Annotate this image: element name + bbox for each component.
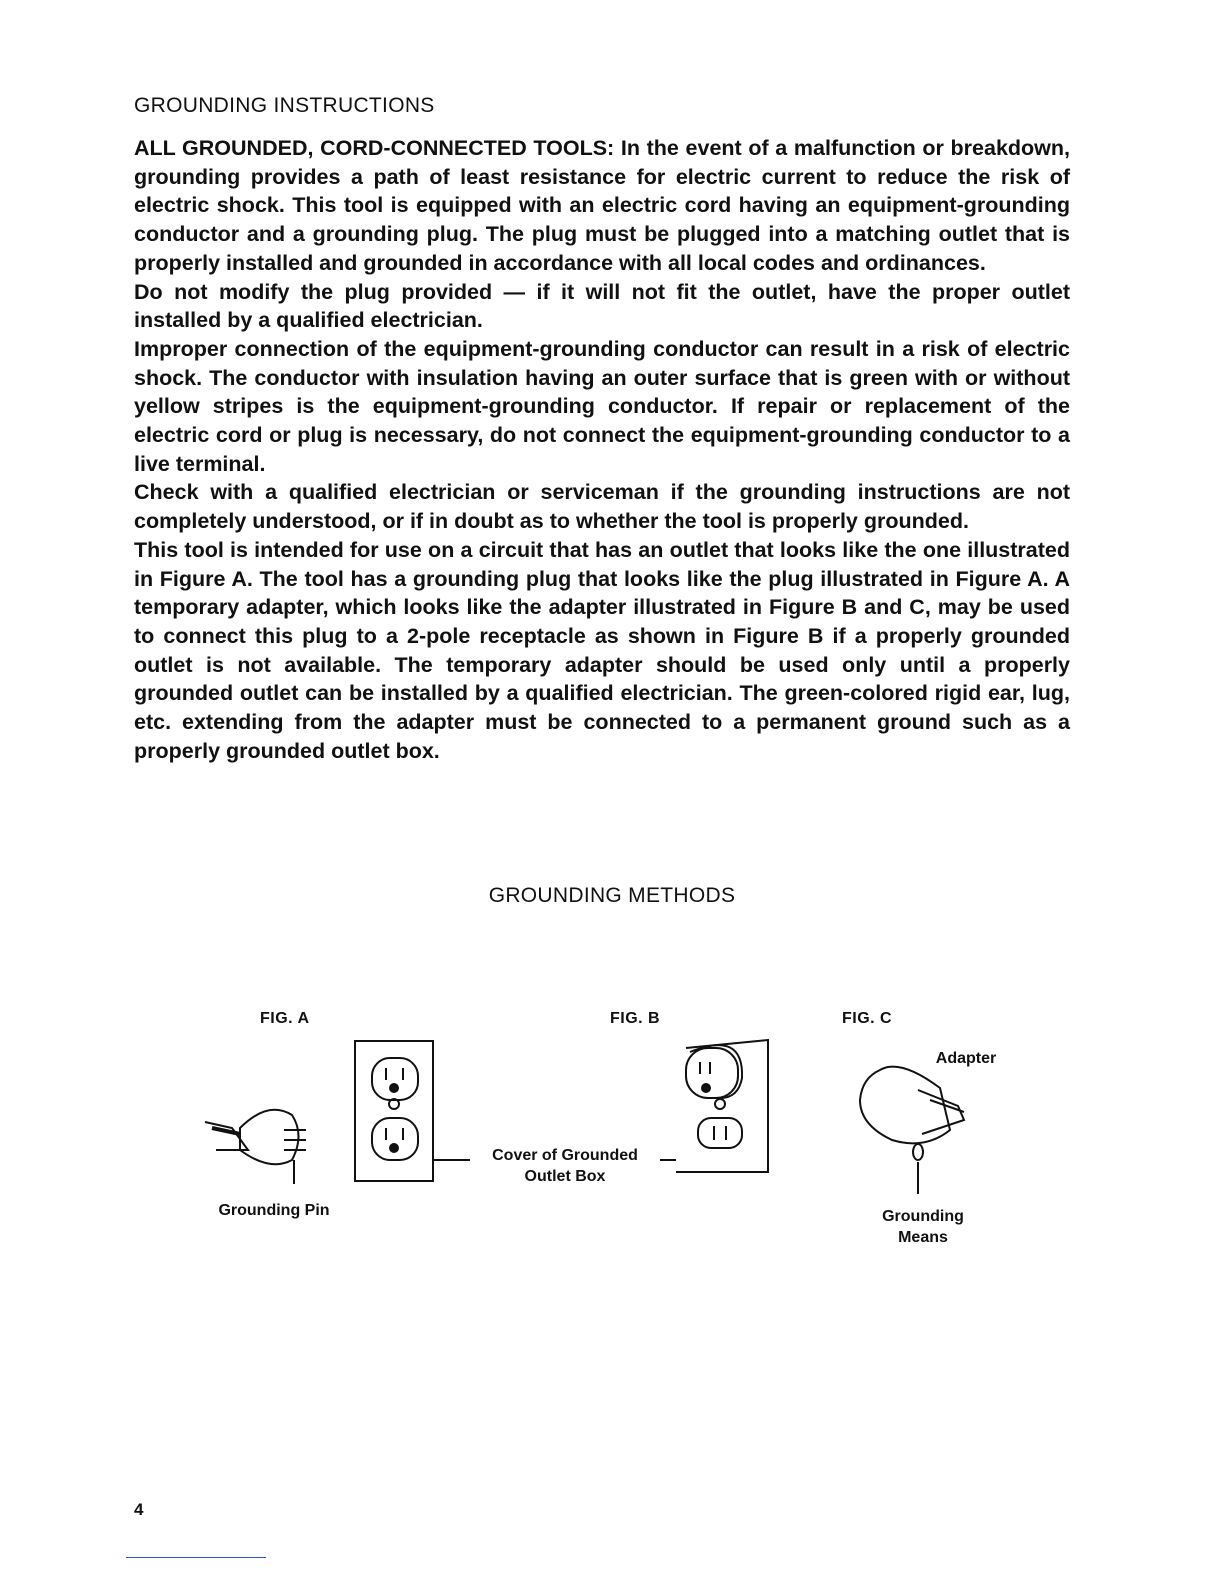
grounding-means-line2: Means xyxy=(898,1229,948,1246)
grounding-methods-title: GROUNDING METHODS xyxy=(488,884,736,907)
paragraph-improper-connection: Improper connection of the equipment-grounding conductor can result in a risk of electric shock. The conductor with insulation having an outer surface that is green with or without yellow stripes is the equipment-grounding conductor. If repair or replacement of the electric cord or plug is necessary, do not connect the equipment-grounding conductor to a live terminal. xyxy=(134,336,1070,476)
footer-rule xyxy=(126,1557,266,1558)
fig-a-label: FIG. A xyxy=(260,1010,310,1027)
grounded-outlet-illustration xyxy=(355,1041,470,1181)
paragraph-check-electrician: Check with a qualified electrician or serviceman if the grounding instructions are not completely understood, or if in doubt as to whether the tool is properly grounded. xyxy=(134,480,1070,534)
adapter-caption: Adapter xyxy=(935,1050,997,1067)
fig-c-label: FIG. C xyxy=(842,1010,893,1027)
outlet-box-caption xyxy=(470,1145,660,1187)
page-heading: GROUNDING INSTRUCTIONS xyxy=(134,94,435,117)
page-number: 4 xyxy=(134,1500,144,1519)
outlet-box-caption-line1: Cover of Grounded xyxy=(492,1147,638,1164)
grounding-means-line1: Grounding xyxy=(882,1208,964,1225)
grounding-plug-illustration xyxy=(205,1110,306,1184)
outlet-box-caption-line2: Outlet Box xyxy=(524,1168,606,1185)
adapter-illustration xyxy=(860,1067,964,1194)
fig-b-label: FIG. B xyxy=(610,1010,661,1027)
grounding-pin-caption: Grounding Pin xyxy=(218,1202,330,1219)
paragraph-grounded-tools: ALL GROUNDED, CORD-CONNECTED TOOLS: In the event of a malfunction or breakdown, grounding provides a path of least resistance for electric current to reduce the risk of electric shock. This tool is equipped with an electric cord having an equipment-grounding conductor and a grounding plug. The plug must be plugged into a matching outlet that is properly installed and grounded in accordance with all local codes and ordinances. xyxy=(134,136,1070,275)
paragraph-circuit-outlet: This tool is intended for use on a circuit that has an outlet that looks like the one illustrated in Figure A. The tool has a grounding plug that looks like the plug illustrated in Figure A. A temporary adapter, which looks like the adapter illustrated in Figure B and C, may be used to connect this plug to a 2-pole receptacle as shown in Figure B if a properly grounded outlet is not available. The temporary adapter should be used only until a properly grounded outlet can be installed by a qualified electrician. The green-colored rigid ear, lug, etc. extending from the adapter must be connected to a permanent ground such as a properly grounded outlet box. xyxy=(134,537,1070,763)
grounding-means-caption xyxy=(858,1206,988,1248)
paragraph-modify-plug: Do not modify the plug provided — if it will not fit the outlet, have the proper outlet installed by a qualified electrician. xyxy=(134,279,1070,333)
two-pole-outlet-adapter-illustration xyxy=(660,1040,768,1172)
